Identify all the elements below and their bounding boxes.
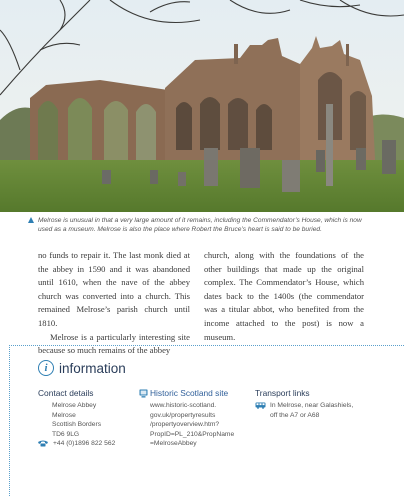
url-line[interactable]: gov.uk/propertyresults — [150, 411, 216, 419]
monitor-icon — [139, 389, 148, 398]
transport-line: In Melrose, near Galashiels, — [270, 402, 354, 409]
bus-icon — [255, 402, 266, 409]
contact-phone[interactable] — [38, 440, 115, 447]
photo-caption — [38, 216, 364, 235]
historic-scotland-url[interactable] — [150, 401, 234, 449]
url-line[interactable]: =MelroseAbbey — [150, 440, 197, 448]
address-line: TD6 9LG — [52, 430, 80, 438]
phone-number[interactable]: +44 (0)1896 822 562 — [53, 440, 116, 447]
contact-details-title: Contact details — [38, 388, 94, 398]
info-icon: i — [38, 360, 54, 376]
body-column-left — [38, 249, 190, 358]
information-title: information — [59, 360, 126, 376]
abbey-photo — [0, 0, 404, 212]
body-paragraph: no funds to repair it. The last monk died at the abbey in 1590 and it was abandoned until 1610, when the nave of the abbey church was converted into a church. This remained Melrose’s parish church until 1810. — [38, 250, 190, 328]
historic-scotland-title: Historic Scotland site — [150, 388, 229, 398]
url-line[interactable]: /propertyoverview.htm? — [150, 421, 220, 429]
phone-icon — [38, 440, 48, 447]
caption-triangle-icon — [28, 217, 34, 223]
transport-details — [270, 401, 353, 420]
body-paragraph: church, along with the foundations of the other buildings that made up the original complex. The Commendator’s House, which dates back to the 1400s (the commendator was a titular abbot, who benefited from the income attached to the post) is now a museum. — [204, 250, 364, 342]
address-line: Melrose — [52, 411, 76, 419]
url-line[interactable]: PropID=PL_210&PropName — [150, 430, 235, 438]
information-heading — [38, 358, 126, 378]
transport-links-title: Transport links — [255, 388, 310, 398]
body-column-right — [204, 249, 364, 344]
address-line: Scottish Borders — [52, 421, 102, 429]
address-line: Melrose Abbey — [52, 402, 97, 409]
caption-text: Melrose is unusual in that a very large amount of it remains, including the Commendator’s House, which is now used as a museum. Melrose is also the place where Robert the Bruce’s heart is said to be buried. — [38, 217, 362, 234]
transport-line: off the A7 or A68 — [270, 411, 320, 419]
body-paragraph: Melrose is a particularly interesting site because so much remains of the abbey — [38, 331, 190, 356]
url-line[interactable]: www.historic-scotland. — [150, 402, 217, 409]
contact-address — [52, 401, 101, 439]
